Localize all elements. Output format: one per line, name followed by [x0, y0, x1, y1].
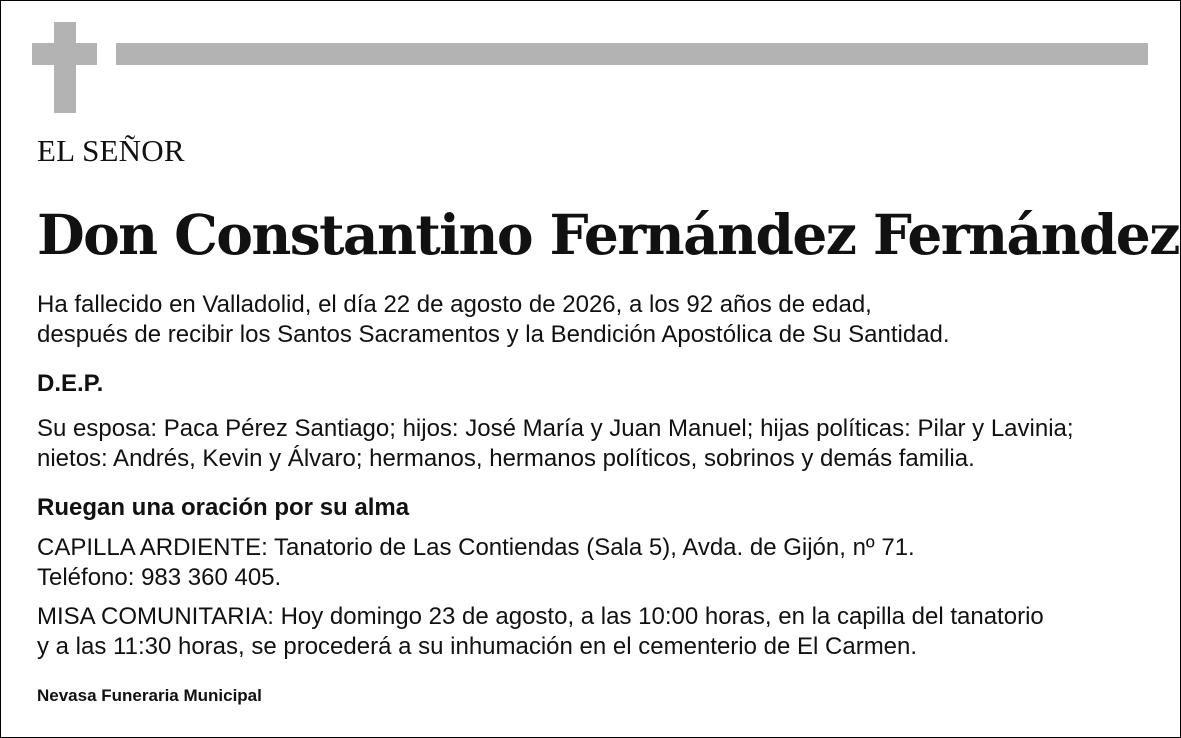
death-line-1: Ha fallecido en Valladolid, el día 22 de agosto de 2026, a los 92 años de edad, — [37, 291, 872, 318]
death-line-2: después de recibir los Santos Sacramentos y la Bendición Apostólica de Su Santidad. — [37, 321, 950, 348]
mass-line-2: y a las 11:30 horas, se procederá a su inhumación en el cementerio de El Carmen. — [37, 633, 918, 660]
header-divider-bar — [116, 43, 1148, 65]
prayer-request: Ruegan una oración por su alma — [37, 494, 410, 521]
honorific-prefix: EL SEÑOR — [37, 133, 185, 168]
family-line-1: Su esposa: Paca Pérez Santiago; hijos: José María y Juan Manuel; hijas políticas: Pilar y Lavinia; — [37, 415, 1074, 442]
cross-vertical-beam — [54, 22, 76, 113]
death-announcement — [37, 290, 950, 350]
chapel-line-2: Teléfono: 983 360 405. — [37, 564, 282, 591]
mass-line-1: MISA COMUNITARIA: Hoy domingo 23 de agosto, a las 10:00 horas, en la capilla del tanatorio — [37, 603, 1044, 630]
family-list — [37, 414, 1074, 474]
chapel-info — [37, 533, 915, 593]
cross-horizontal-beam — [32, 43, 97, 65]
chapel-line-1: CAPILLA ARDIENTE: Tanatorio de Las Contiendas (Sala 5), Avda. de Gijón, nº 71. — [37, 534, 915, 561]
family-line-2: nietos: Andrés, Kevin y Álvaro; hermanos, hermanos políticos, sobrinos y demás familia. — [37, 445, 975, 472]
mass-info — [37, 602, 1044, 662]
funeral-home-credit: Nevasa Funeraria Municipal — [37, 686, 262, 705]
deceased-name: Don Constantino Fernández Fernández — [37, 202, 1179, 267]
dep-label: D.E.P. — [37, 370, 104, 397]
